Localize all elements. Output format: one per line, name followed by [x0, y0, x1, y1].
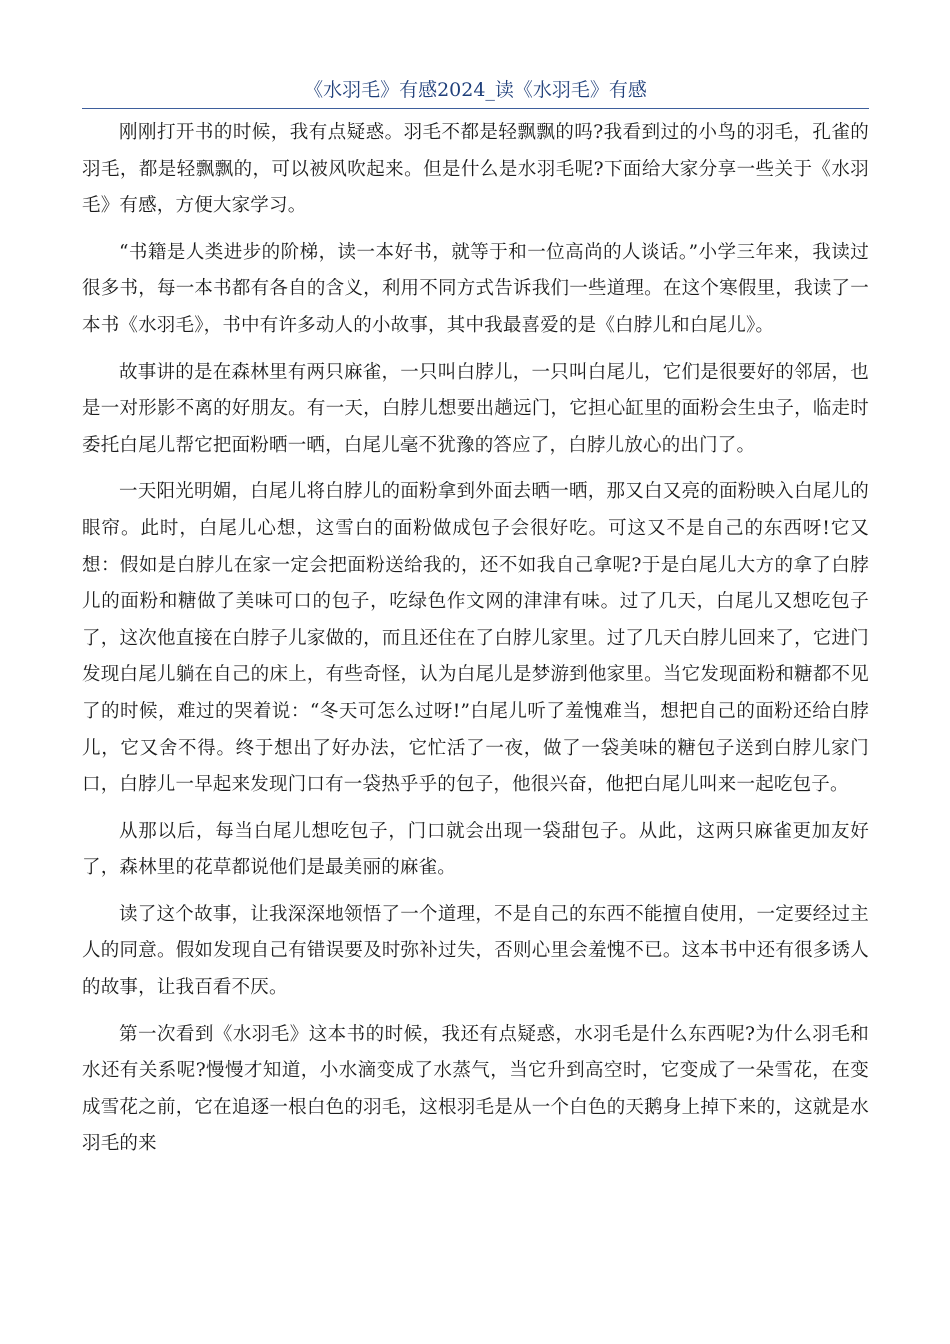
paragraph-1: 刚刚打开书的时候，我有点疑惑。羽毛不都是轻飘飘的吗?我看到过的小鸟的羽毛，孔雀的羽毛，都是轻飘飘的，可以被风吹起来。但是什么是水羽毛呢?下面给大家分享一些关于《水羽毛》有感，方便大家学习。 — [82, 122, 870, 217]
paragraph-4: 一天阳光明媚，白尾儿将白脖儿的面粉拿到外面去晒一晒，那又白又亮的面粉映入白尾儿的眼帘。此时，白尾儿心想，这雪白的面粉做成包子会很好吃。可这又不是自己的东西呀!它又想：假如是白脖儿在家一定会把面粉送给我的，还不如我自己拿呢?于是白尾儿大方的拿了白脖儿的面粉和糖做了美味可口的包子，吃绿色作文网的津津有味。过了几天，白尾儿又想吃包子了，这次他直接在白脖子儿家做的，而且还住在了白脖儿家里。过了几天白脖儿回来了，它进门发现白尾儿躺在自己的床上，有些奇怪，认为白尾儿是梦游到他家里。当它发现面粉和糖都不见了的时候，难过的哭着说：“冬天可怎么过呀!”白尾儿听了羞愧难当，想把自己的面粉还给白脖儿，它又舍不得。终于想出了好办法，它忙活了一夜，做了一袋美味的糖包子送到白脖儿家门口，白脖儿一早起来发现门口有一袋热乎乎的包子，他很兴奋，他把白尾儿叫来一起吃包子。 — [82, 481, 869, 796]
paragraph-6: 读了这个故事，让我深深地领悟了一个道理，不是自己的东西不能擅自使用，一定要经过主人的同意。假如发现自己有错误要及时弥补过失，否则心里会羞愧不已。这本书中还有很多诱人的故事，让我百看不厌。 — [82, 903, 869, 999]
document-page — [82, 76, 869, 1173]
paragraph-5: 从那以后，每当白尾儿想吃包子，门口就会出现一袋甜包子。从此，这两只麻雀更加友好了，森林里的花草都说他们是最美丽的麻雀。 — [82, 820, 869, 879]
page-title: 《水羽毛》有感2024_读《水羽毛》有感 — [304, 79, 647, 101]
page-header — [82, 76, 869, 109]
article-body — [82, 115, 869, 1163]
paragraph-7: 第一次看到《水羽毛》这本书的时候，我还有点疑惑，水羽毛是什么东西呢?为什么羽毛和水还有关系呢?慢慢才知道，小水滴变成了水蒸气，当它升到高空时，它变成了一朵雪花，在变成雪花之前，它在追逐一根白色的羽毛，这根羽毛是从一个白色的天鹅身上掉下来的，这就是水羽毛的来 — [82, 1023, 870, 1155]
paragraph-2: “书籍是人类进步的阶梯，读一本好书，就等于和一位高尚的人谈话。”小学三年来，我读过很多书，每一本书都有各自的含义，利用不同方式告诉我们一些道理。在这个寒假里，我读了一本书《水羽毛》，书中有许多动人的小故事，其中我最喜爱的是《白脖儿和白尾儿》。 — [82, 241, 869, 336]
paragraph-3: 故事讲的是在森林里有两只麻雀，一只叫白脖儿，一只叫白尾儿，它们是很要好的邻居，也是一对形影不离的好朋友。有一天，白脖儿想要出趟远门，它担心缸里的面粉会生虫子，临走时委托白尾儿帮它把面粉晒一晒，白尾儿毫不犹豫的答应了，白脖儿放心的出门了。 — [82, 361, 869, 456]
